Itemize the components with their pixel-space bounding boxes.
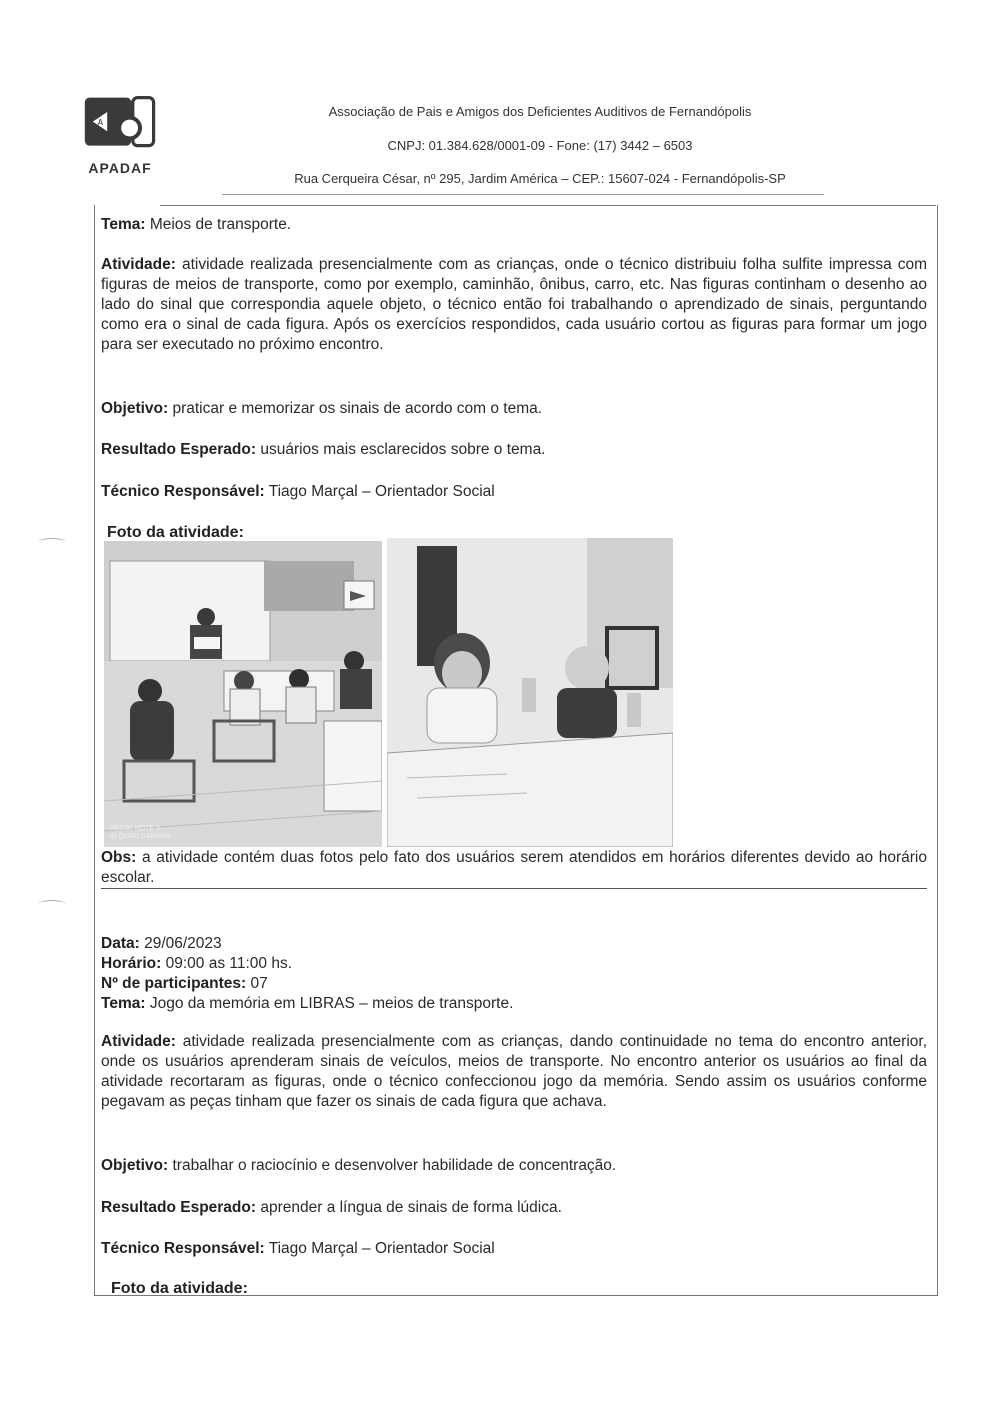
svg-text:A: A	[97, 117, 104, 127]
objetivo-value: praticar e memorizar os sinais de acordo com o tema.	[168, 400, 543, 417]
activity-photo-classroom	[104, 541, 382, 847]
atividade2-text: atividade realizada presencialmente com as crianças, dando continuidade no tema do encontro anterior, onde os usuários aprenderam sinais de veículos, meios de transporte. No encontro anterior os usuários ao final da atividade recortaram as figuras, onde o técnico confeccionou jogo da memória. Sendo assim os usuários conforme pegavam as peças tinham que fazer os sinais de cada figura que achava.	[101, 1033, 927, 1110]
horario-line	[101, 954, 927, 974]
data-value: 29/06/2023	[139, 935, 222, 952]
tecnico-value: Tiago Marçal – Orientador Social	[264, 483, 495, 500]
participantes-value: 07	[246, 975, 268, 992]
tema-line	[101, 215, 927, 235]
participantes-line	[101, 974, 927, 994]
header-divider	[222, 194, 824, 195]
data-label: Data:	[101, 935, 140, 952]
tecnico-label: Técnico Responsável:	[101, 483, 265, 500]
tecnico2-label: Técnico Responsável:	[101, 1240, 265, 1257]
resultado2-line	[101, 1198, 927, 1218]
atividade-label: Atividade:	[101, 256, 176, 273]
tema-value: Meios de transporte.	[145, 216, 292, 233]
tema-label: Tema:	[101, 216, 146, 233]
objetivo2-label: Objetivo:	[101, 1157, 169, 1174]
resultado2-value: aprender a língua de sinais de forma lúdica.	[256, 1199, 562, 1216]
tecnico-line	[101, 482, 927, 502]
atividade-paragraph	[101, 255, 927, 355]
foto2-label: Foto da atividade:	[111, 1280, 248, 1297]
margin-hole-mark	[38, 538, 66, 547]
atividade2-paragraph	[101, 1032, 927, 1112]
resultado-value: usuários mais esclarecidos sobre o tema.	[256, 441, 546, 458]
foto-label: Foto da atividade:	[107, 524, 244, 541]
tecnico2-line	[101, 1239, 927, 1259]
tema2-line	[101, 994, 927, 1014]
organization-name: Associação de Pais e Amigos dos Deficientes Auditivos de Fernandópolis	[328, 104, 752, 119]
obs-text: a atividade contém duas fotos pelo fato dos usuários serem atendidos em horários diferentes devido ao horário escolar.	[101, 849, 927, 886]
atividade-text: atividade realizada presencialmente com as crianças, onde o técnico distribuiu folha sulfite impressa com figuras de meios de transporte, como por exemplo, caminhão, ônibus, carro, etc. Nas figuras continham o desenho ao lado do sinal que correspondia aquele objeto, o técnico então foi trabalhando o aprendizado de sinais, perguntando como era o sinal de cada figura. Após os exercícios respondidos, cada usuário cortou as figuras para formar um jogo para ser executado no próximo encontro.	[101, 256, 927, 353]
objetivo2-line	[101, 1156, 927, 1176]
data-line	[101, 934, 927, 954]
section-divider	[101, 888, 927, 889]
tema2-value: Jogo da memória em LIBRAS – meios de transporte.	[145, 995, 514, 1012]
resultado2-label: Resultado Esperado:	[101, 1199, 257, 1216]
tema2-label: Tema:	[101, 995, 146, 1012]
photo-watermark: REDMI NOTE 9 AI QUAD CAMERA	[110, 825, 171, 840]
cnpj-phone: CNPJ: 01.384.628/0001-09 - Fone: (17) 3442 – 6503	[387, 138, 693, 153]
participantes-label: Nº de participantes:	[101, 975, 247, 992]
objetivo-label: Objetivo:	[101, 400, 169, 417]
logo-text: APADAF	[88, 160, 152, 176]
atividade2-label: Atividade:	[101, 1033, 176, 1050]
horario-value: 09:00 as 11:00 hs.	[161, 955, 292, 972]
resultado-line	[101, 440, 927, 460]
activity-photo-children	[387, 538, 673, 847]
objetivo2-value: trabalhar o raciocínio e desenvolver habilidade de concentração.	[168, 1157, 617, 1174]
obs-paragraph	[101, 848, 927, 888]
resultado-label: Resultado Esperado:	[101, 441, 257, 458]
address: Rua Cerqueira César, nº 295, Jardim América – CEP.: 15607-024 - Fernandópolis-SP	[294, 171, 786, 186]
margin-hole-mark	[38, 900, 66, 909]
horario-label: Horário:	[101, 955, 162, 972]
obs-label: Obs:	[101, 849, 137, 866]
objetivo-line	[101, 399, 927, 419]
tecnico2-value: Tiago Marçal – Orientador Social	[264, 1240, 495, 1257]
